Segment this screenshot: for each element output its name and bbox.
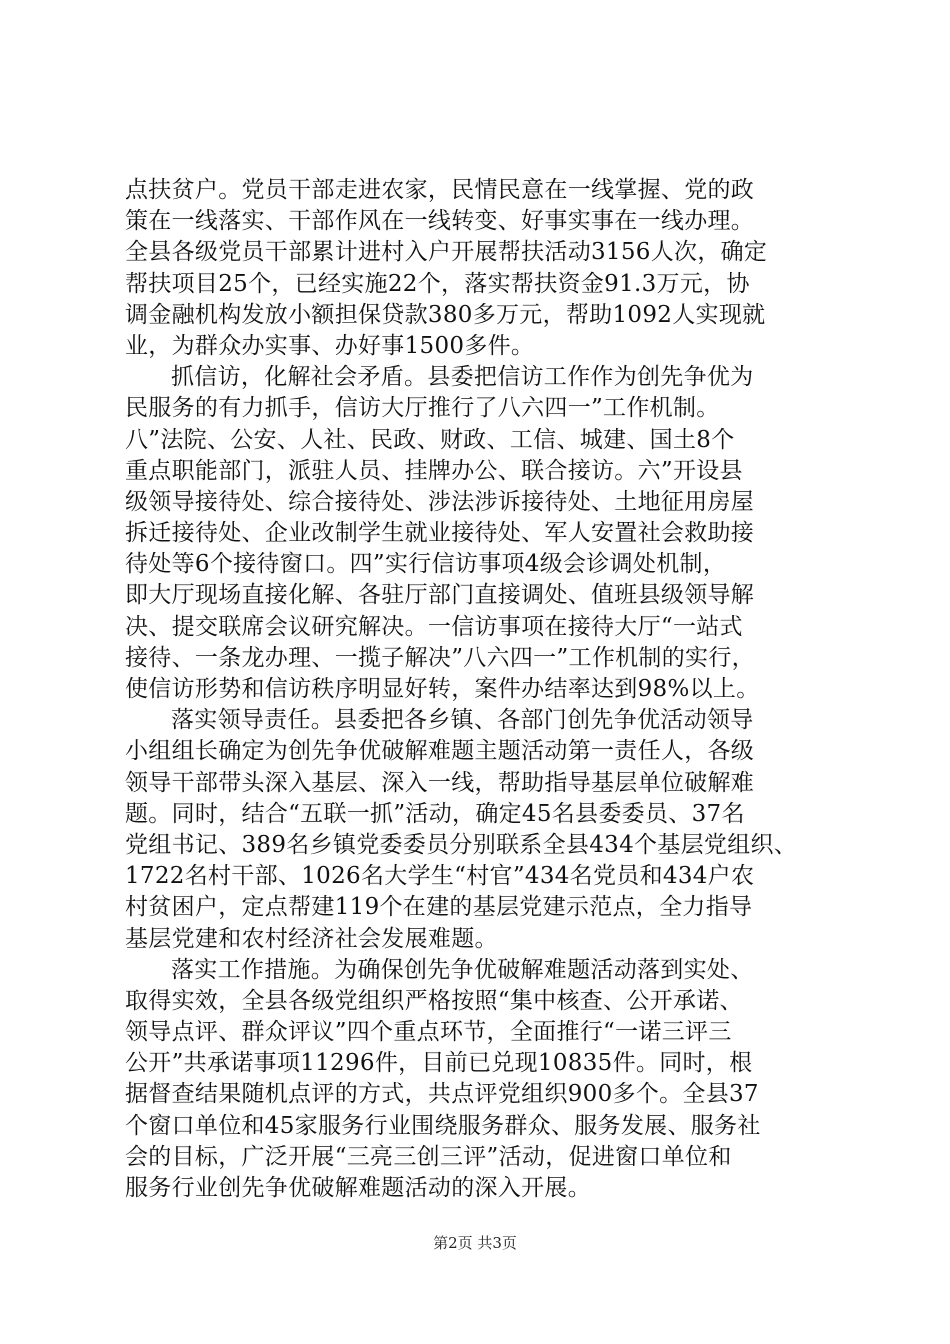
- text-line: 重点职能部门，派驻人员、挂牌办公、联合接访。六”开设县: [125, 457, 743, 484]
- text-line: 八”法院、公安、人社、民政、财政、工信、城建、国土8个: [125, 426, 735, 453]
- text-line: 取得实效，全县各级党组织严格按照“集中核查、公开承诺、: [125, 987, 743, 1014]
- text-line: 业，为群众办实事、办好事1500多件。: [125, 332, 535, 359]
- text-line: 领导点评、群众评议”四个重点环节，全面推行“一诺三评三: [125, 1019, 732, 1046]
- text-line: 接待、一条龙办理、一揽子解决”八六四一”工作机制的实行，: [125, 644, 755, 671]
- text-line: 全县各级党员干部累计进村入户开展帮扶活动3156人次，确定: [125, 239, 768, 266]
- text-line: 小组组长确定为创先争优破解难题主题活动第一责任人，各级: [125, 738, 755, 765]
- text-line: 会的目标，广泛开展“三亮三创三评”活动，促进窗口单位和: [125, 1143, 732, 1170]
- text-line: 1722名村干部、1026名大学生“村官”434名党员和434户农: [125, 863, 755, 890]
- text-line: 基层党建和农村经济社会发展难题。: [125, 925, 498, 952]
- text-line: 拆迁接待处、企业改制学生就业接待处、军人安置社会救助接: [125, 520, 755, 547]
- text-line: 调金融机构发放小额担保贷款380多万元，帮助1092人实现就: [125, 301, 766, 328]
- text-line: 点扶贫户。党员干部走进农家，民情民意在一线掌握、党的政: [125, 177, 755, 203]
- text-line: 题。同时，结合“五联一抓”活动，确定45名县委委员、37名: [125, 800, 745, 827]
- text-line: 领导干部带头深入基层、深入一线，帮助指导基层单位破解难: [125, 769, 755, 796]
- paragraph-first-line: 落实领导责任。县委把各乡镇、各部门创先争优活动领导: [171, 707, 754, 734]
- text-line: 民服务的有力抓手，信访大厅推行了八六四一”工作机制。: [125, 395, 720, 422]
- text-line: 村贫困户，定点帮建119个在建的基层党建示范点，全力指导: [125, 894, 753, 921]
- text-line: 决、提交联席会议研究解决。一信访事项在接待大厅“一站式: [125, 613, 743, 640]
- text-line: 策在一线落实、干部作风在一线转变、好事实事在一线办理。: [125, 208, 755, 235]
- text-line: 即大厅现场直接化解、各驻厅部门直接调处、值班县级领导解: [125, 582, 755, 609]
- text-line: 级领导接待处、综合接待处、涉法涉诉接待处、土地征用房屋: [125, 488, 755, 515]
- text-line: 据督查结果随机点评的方式，共点评党组织900多个。全县37: [125, 1081, 759, 1108]
- paragraph-first-line: 抓信访，化解社会矛盾。县委把信访工作作为创先争优为: [171, 364, 754, 391]
- text-line: 公开”共承诺事项11296件，目前已兑现10835件。同时，根: [125, 1050, 753, 1077]
- document-body: [125, 175, 837, 1204]
- text-line: 待处等6个接待窗口。四”实行信访事项4级会诊调处机制，: [125, 551, 727, 578]
- text-line: 服务行业创先争优破解难题活动的深入开展。: [125, 1175, 591, 1201]
- text-line: 帮扶项目25个，已经实施22个，落实帮扶资金91.3万元，协: [125, 270, 750, 297]
- text-line: 个窗口单位和45家服务行业围绕服务群众、服务发展、服务社: [125, 1112, 761, 1139]
- paragraph-first-line: 落实工作措施。为确保创先争优破解难题活动落到实处、: [171, 956, 754, 983]
- text-line: 使信访形势和信访秩序明显好转，案件办结率达到98%以上。: [125, 676, 760, 702]
- text-line: 党组书记、389名乡镇党委委员分别联系全县434个基层党组织、: [125, 831, 798, 858]
- page-footer: 第2页 共3页: [433, 1234, 517, 1252]
